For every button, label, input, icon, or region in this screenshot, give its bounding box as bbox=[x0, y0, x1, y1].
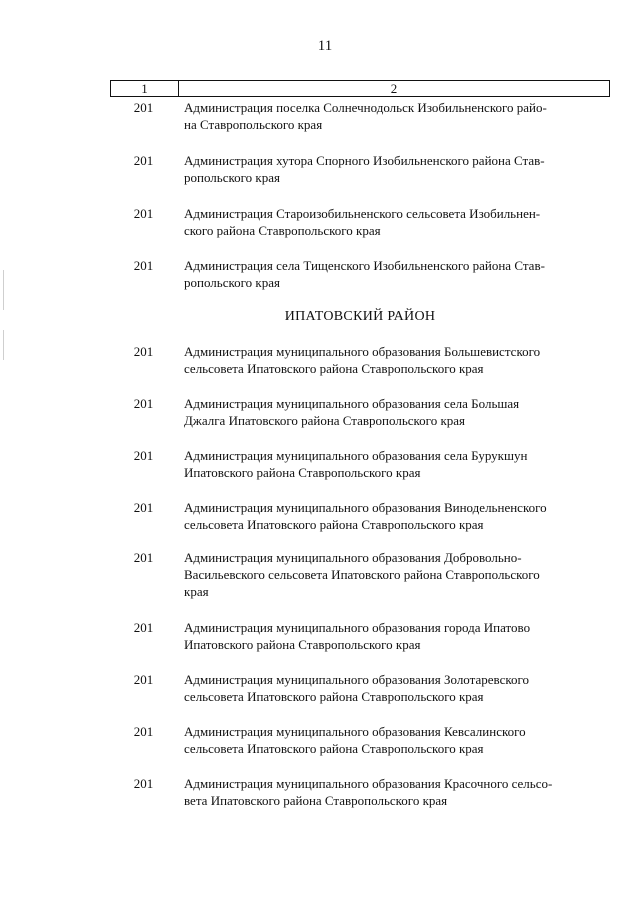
row-text-line: Администрация муниципального образования Красочного сельсо- bbox=[184, 776, 553, 791]
row-text bbox=[177, 257, 610, 291]
row-text-line: ропольского края bbox=[184, 275, 280, 290]
table-row bbox=[110, 205, 610, 239]
row-text bbox=[177, 723, 610, 757]
row-text-line: Администрация муниципального образования города Ипатово bbox=[184, 620, 531, 635]
table-row bbox=[110, 723, 610, 757]
row-code: 201 bbox=[133, 500, 154, 515]
table-row bbox=[110, 775, 610, 809]
table-row bbox=[110, 395, 610, 429]
table-header-col1: 1 bbox=[111, 81, 179, 96]
row-code: 201 bbox=[133, 672, 154, 687]
row-text-line: края bbox=[184, 584, 209, 599]
table-row bbox=[110, 499, 610, 533]
row-text-line: Администрация муниципального образования Большевистского bbox=[184, 344, 541, 359]
row-text-line: Джалга Ипатовского района Ставропольского края bbox=[184, 413, 466, 428]
page-number: 11 bbox=[317, 38, 333, 54]
table-row bbox=[110, 152, 610, 186]
row-code: 201 bbox=[133, 620, 154, 635]
row-text bbox=[177, 619, 610, 653]
row-text bbox=[177, 99, 610, 133]
row-text-line: Администрация муниципального образования Золотаревского bbox=[184, 672, 530, 687]
row-text-line: сельсовета Ипатовского района Ставропольского края bbox=[184, 741, 484, 756]
table-header-col2: 2 bbox=[390, 81, 398, 96]
row-text bbox=[177, 549, 610, 600]
row-text bbox=[177, 395, 610, 429]
row-text-line: Администрация муниципального образования Винодельненского bbox=[184, 500, 547, 515]
row-text-line: сельсовета Ипатовского района Ставропольского края bbox=[184, 689, 484, 704]
row-text-line: Администрация муниципального образования Добровольно- bbox=[184, 550, 522, 565]
row-text-line: вета Ипатовского района Ставропольского края bbox=[184, 793, 448, 808]
row-text-line: ского района Ставропольского края bbox=[184, 223, 381, 238]
row-text-line: Администрация поселка Солнечнодольск Изобильненского райо- bbox=[184, 100, 547, 115]
row-text bbox=[177, 343, 610, 377]
row-text-line: Администрация Староизобильненского сельсовета Изобильнен- bbox=[184, 206, 541, 221]
row-code: 201 bbox=[133, 448, 154, 463]
row-text-line: Ипатовского района Ставропольского края bbox=[184, 637, 421, 652]
row-text bbox=[177, 499, 610, 533]
table-row bbox=[110, 99, 610, 133]
scan-margin-line bbox=[3, 330, 4, 360]
row-text-line: Васильевского сельсовета Ипатовского района Ставропольского bbox=[184, 567, 540, 582]
row-text-line: Администрация муниципального образования села Большая bbox=[184, 396, 520, 411]
row-code: 201 bbox=[133, 724, 154, 739]
row-text bbox=[177, 671, 610, 705]
row-code: 201 bbox=[133, 344, 154, 359]
section-title: ИПАТОВСКИЙ РАЙОН bbox=[284, 309, 436, 324]
row-text-line: Ипатовского района Ставропольского края bbox=[184, 465, 421, 480]
row-text-line: ропольского края bbox=[184, 170, 280, 185]
table-header bbox=[110, 80, 610, 97]
table-row bbox=[110, 343, 610, 377]
row-code: 201 bbox=[133, 153, 154, 168]
row-text bbox=[177, 152, 610, 186]
row-text bbox=[177, 775, 610, 809]
table-row bbox=[110, 549, 610, 600]
row-text-line: Администрация муниципального образования Кевсалинского bbox=[184, 724, 526, 739]
row-text-line: Администрация муниципального образования села Бурукшун bbox=[184, 448, 528, 463]
scan-margin-line bbox=[3, 270, 4, 310]
table-row bbox=[110, 671, 610, 705]
row-code: 201 bbox=[133, 206, 154, 221]
row-text-line: Администрация села Тищенского Изобильненского района Став- bbox=[184, 258, 545, 273]
row-code: 201 bbox=[133, 396, 154, 411]
row-code: 201 bbox=[133, 550, 154, 565]
table-row bbox=[110, 257, 610, 291]
row-code: 201 bbox=[133, 776, 154, 791]
row-text-line: Администрация хутора Спорного Изобильненского района Став- bbox=[184, 153, 545, 168]
row-text bbox=[177, 447, 610, 481]
row-text-line: сельсовета Ипатовского района Ставропольского края bbox=[184, 517, 484, 532]
row-code: 201 bbox=[133, 258, 154, 273]
row-text bbox=[177, 205, 610, 239]
table-row bbox=[110, 619, 610, 653]
row-code: 201 bbox=[133, 100, 154, 115]
row-text-line: на Ставропольского края bbox=[184, 117, 323, 132]
row-text-line: сельсовета Ипатовского района Ставропольского края bbox=[184, 361, 484, 376]
table-row bbox=[110, 447, 610, 481]
